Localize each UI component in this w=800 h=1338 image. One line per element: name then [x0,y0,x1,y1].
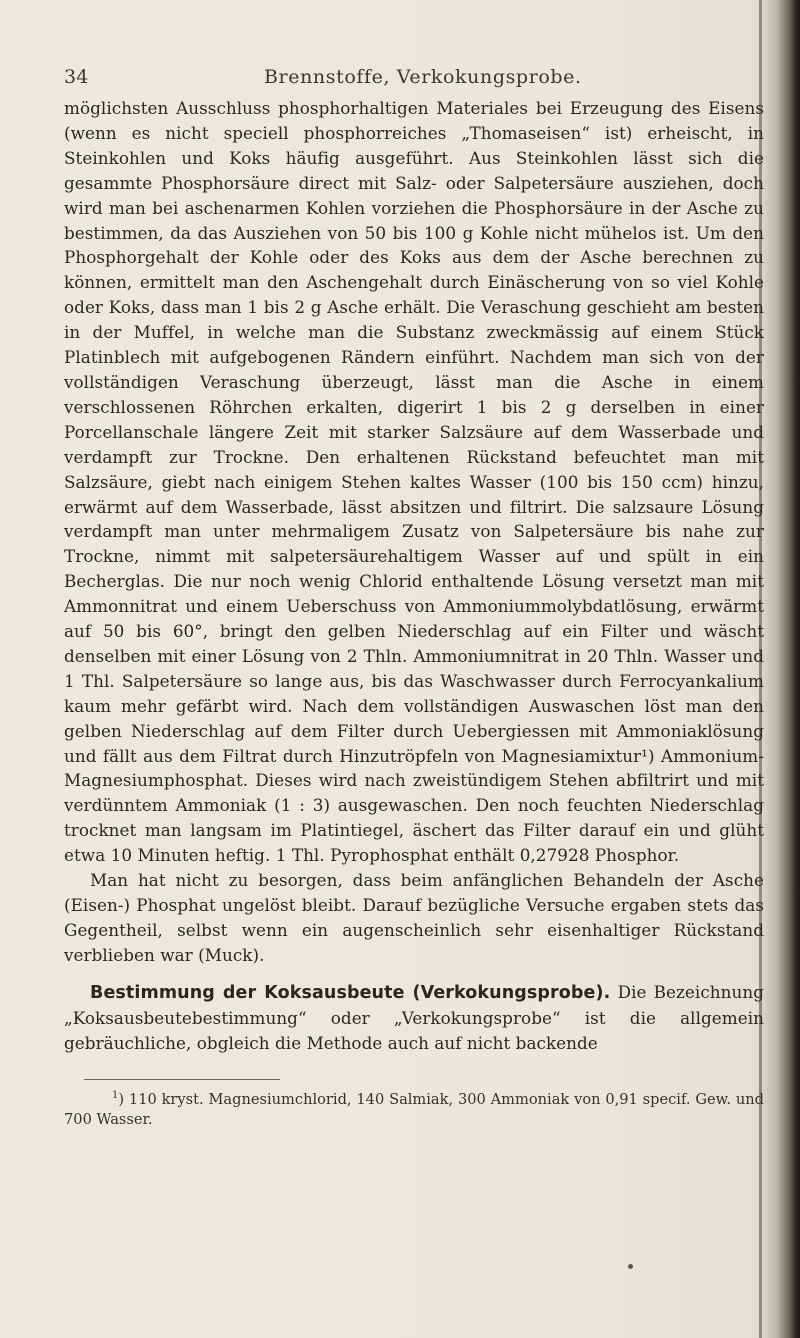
paragraph-muck-note: Man hat nicht zu besorgen, dass beim anfänglichen Behandeln der Asche (Eisen-) Phosphat ungelöst bleibt. Darauf bezügliche Versuche ergaben stets das Gegentheil, selbst wenn ein augenscheinlich sehr eisenhaltiger Rückstand verblieben war (Muck). [64,870,764,965]
page-number: 34 [64,66,89,88]
body-text [64,96,764,1055]
section-heading: Bestimmung der Koksausbeute (Verkokungsprobe). [90,982,611,1003]
footnote-text: 110 kryst. Magnesiumchlorid, 140 Salmiak, 300 Ammoniak von 0,91 specif. Gew. und 700 Wasser. [64,1091,764,1128]
running-head [64,66,764,92]
running-title: Brennstoffe, Verkokungsprobe. [264,66,582,88]
footnote-marker: 1 [112,1090,119,1102]
paragraph-phosphorus-determination: möglichsten Ausschluss phosphorhaltigen Materiales bei Erzeugung des Eisens (wenn es nicht speciell phosphorreiches „Thomaseisen“ ist) erheischt, in Steinkohlen und Koks häufig ausgeführt. Aus Steinkohlen lässt sich die gesammte Phosphorsäure direct mit Salz- oder Salpetersäure ausziehen, doch wird man bei aschenarmen Kohlen vorziehen die Phosphorsäure in der Asche zu bestimmen, da das Ausziehen von 50 bis 100 g Kohle nicht mühelos ist. Um den Phosphorgehalt der Kohle oder des Koks aus dem der Asche berechnen zu können, ermittelt man den Aschengehalt durch Einäscherung von so viel Kohle oder Koks, dass man 1 bis 2 g Asche erhält. Die Veraschung geschieht am besten in der Muffel, in welche man die Substanz zweckmässig auf einem Stück Platinblech mit aufgebogenen Rändern einführt. Nachdem man sich von der vollständigen Veraschung überzeugt, lässt man die Asche in einem verschlossenen Röhrchen erkalten, digerirt 1 bis 2 g derselben in einer Porcellanschale längere Zeit mit starker Salzsäure auf dem Wasserbade und verdampft zur Trockne. Den erhaltenen Rückstand befeuchtet man mit Salzsäure, giebt nach einigem Stehen kaltes Wasser (100 bis 150 ccm) hinzu, erwärmt auf dem Wasserbade, lässt absitzen und filtrirt. Die salzsaure Lösung verdampft man unter mehrmaligem Zusatz von Salpetersäure bis nahe zur Trockne, nimmt mit salpetersäurehaltigem Wasser auf und spült in ein Becherglas. Die nur noch wenig Chlorid enthaltende Lösung versetzt man mit Ammonnitrat und einem Ueberschuss von Ammoniummolybdatlösung, erwärmt auf 50 bis 60°, bringt den gelben Niederschlag auf ein Filter und wäscht denselben mit einer Lösung von 2 Thln. Ammoniumnitrat in 20 Thln. Wasser und 1 Thl. Salpetersäure so lange aus, bis das Waschwasser durch Ferrocyankalium kaum mehr gefärbt wird. Nach dem vollständigen Auswaschen löst man den gelben Niederschlag auf dem Filter durch Uebergiessen mit Ammoniaklösung und fällt aus dem Filtrat durch Hinzutröpfeln von Magnesiamixtur¹) Ammonium-Magnesiumphosphat. Dieses wird nach zweistündigem Stehen abfiltrirt und mit verdünntem Ammoniak (1 : 3) ausgewaschen. Den noch feuchten Niederschlag trocknet man langsam im Platintiegel, äschert das Filter darauf ein und glüht etwa 10 Minuten heftig. 1 Thl. Pyrophosphat enthält 0,27928 Phosphor. [64,98,764,866]
footnote-rule [84,1079,280,1080]
footnote: $^1$) 110 kryst. Magnesiumchlorid, 140 Salmiak, 300 Ammoniak von 0,91 specif. Gew. und 700 Wasser. [64,1090,764,1128]
book-binding-shadow [762,0,800,1338]
section-text: Die Bezeichnung „Koksausbeutebestimmung“ oder „Verkokungsprobe“ ist die allgemein gebräuchliche, obgleich die Methode auch auf nicht backende [64,981,764,1053]
section-koksausbeute [64,980,764,1056]
paper-speck [628,1264,633,1269]
